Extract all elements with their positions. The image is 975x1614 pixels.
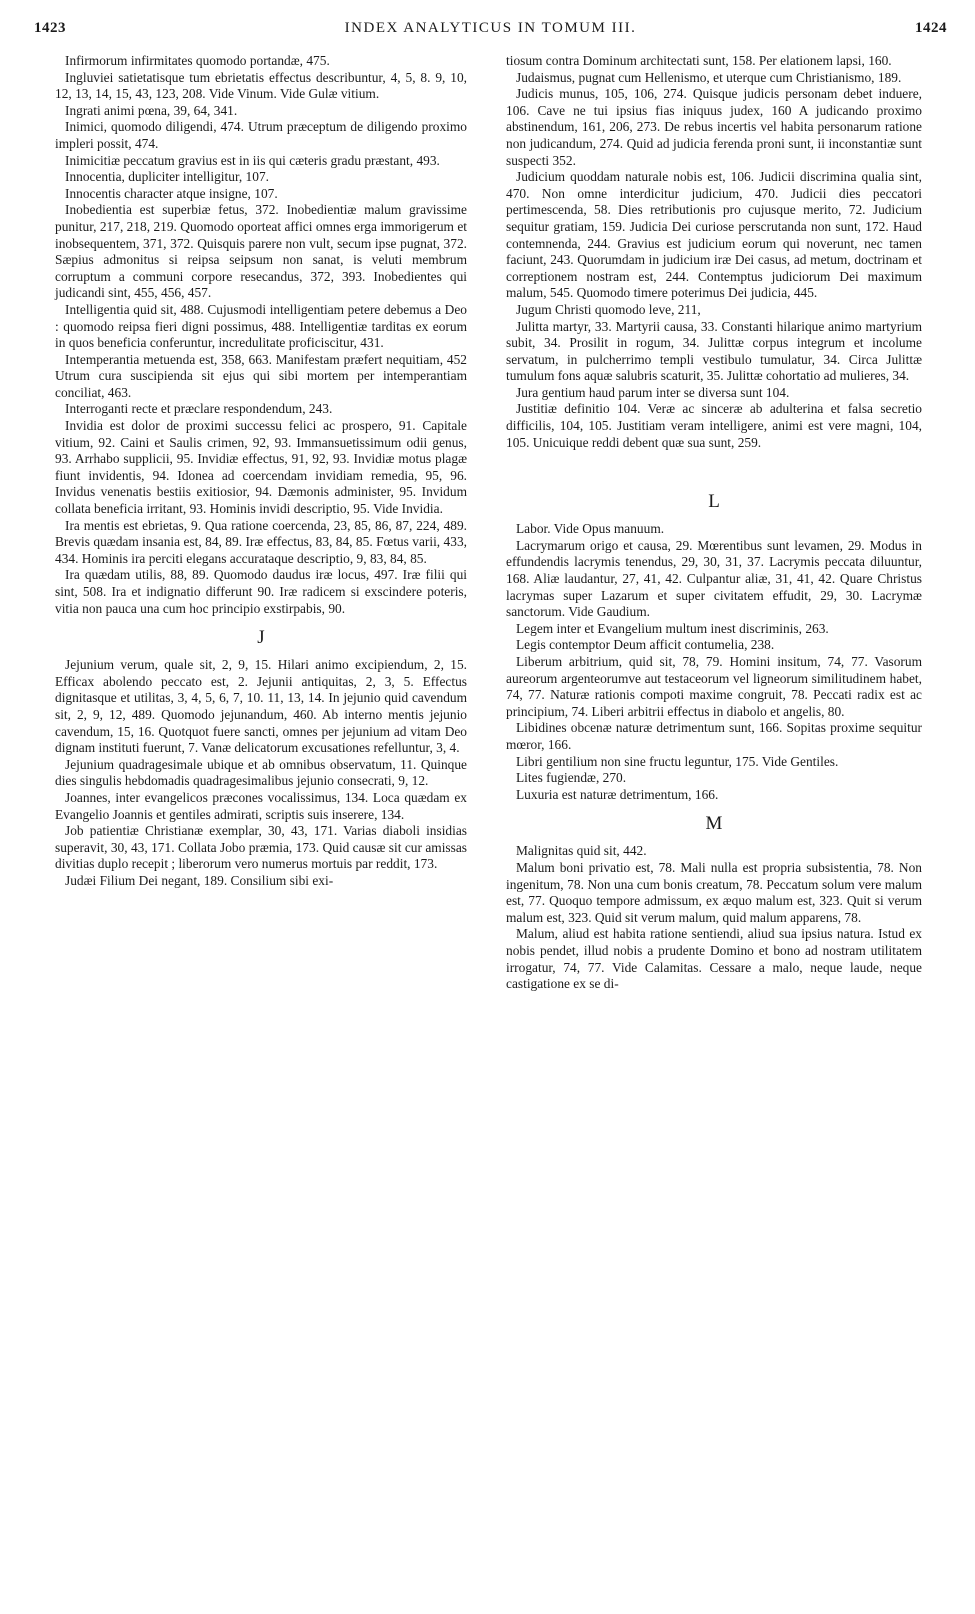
section-letter-j: J — [257, 627, 265, 649]
right-column — [506, 53, 922, 993]
index-entry: Joannes, inter evangelicos præcones vocalissimus, 134. Loca quædam ex Evangelio Joannis et gentiles admirati, scriptis suis inserere, 134. — [55, 789, 467, 822]
index-entry: Ira quædam utilis, 88, 89. Quomodo daudus iræ locus, 497. Iræ filii qui sint, 508. Ira et indignatio differunt 90. Iræ radicem si exscindere poteris, vitia non pauca una cum hoc principio exstirpabis, 90. — [55, 567, 467, 616]
index-entry: Libri gentilium non sine fructu leguntur, 175. Vide Gentiles. — [516, 753, 839, 769]
index-entry: Infirmorum infirmitates quomodo portandæ, 475. — [65, 53, 330, 68]
index-entry: Invidia est dolor de proximi successu felici ac prospero, 91. Capitale vitium, 92. Caini et Saulis crimen, 92, 93. Immansuetissimum odii genus, 93. Arrhabo supplicii, 95. Invidiæ effectus, 91, 92, 93. Invidiæ motus plagæ fiunt invidentis, 94. Idonea ad coercendam invidiam remedia, 95, 96. Invidus venenatis bestiis exitiosior, 94. Dæmonis administer, 95. Invidum collata beneficia irritant, 93. Hominis invidi descriptio, 95. Vide Invidia. — [55, 418, 467, 517]
index-entry: Legem inter et Evangelium multum inest discriminis, 263. — [516, 620, 829, 636]
left-column — [55, 53, 467, 890]
running-title: INDEX ANALYTICUS IN TOMUM III. — [344, 20, 637, 36]
index-entry: Inimicitiæ peccatum gravius est in iis qui cæteris gradu præstant, 493. — [65, 152, 440, 168]
page-header — [34, 20, 947, 46]
section-letter-m: M — [705, 813, 723, 835]
section-letter-l: L — [708, 491, 720, 513]
index-entry: Judicium quoddam naturale nobis est, 106. Judicii discrimina qualia sint, 470. Non omne interdicitur judicium, 470. Judicii dies peccatori pertimescenda, 58. Dies retributionis pro cujusque merito, 72. Judicium sequitur gratiam, 159. Judicia Dei curiose perscrutanda non sunt, 172. Haud contemnenda, 244. Gravius est judicium eorum qui noverunt, nec tamen faciunt, 243. Quorumdam in judicium iræ Dei casus, ad metum, doctrinam et correptionem nostram est, 244. Contemptus judiciorum Dei maximum malum, 545. Quomodo timere poterimus Dei judicia, 445. — [506, 169, 922, 301]
index-entry: Malum, aliud est habita ratione sentiendi, aliud sua ipsius natura. Istud ex nobis pendet, illud nobis a prudente Domino et bono ad nostram utilitatem irrogatur, 74, 77. Vide Calamitas. Cessare a malo, neque laude, neque castigatione ex se di- — [506, 926, 922, 992]
index-entry: Inimici, quomodo diligendi, 474. Utrum præceptum de diligendo proximo impleri possit, 474. — [55, 119, 467, 151]
index-entry: Ingluviei satietatisque tum ebrietatis effectus describuntur, 4, 5, 8. 9, 10, 12, 13, 14, 15, 43, 123, 208. Vide Vinum. Vide Gulæ vitium. — [55, 69, 467, 102]
index-entry: Lacrymarum origo et causa, 29. Mœrentibus sunt levamen, 29. Modus in effundendis lacrymis tenendus, 29, 30, 31, 37. Lacrymis peccata diluuntur, 168. Aliæ laudantur, 27, 41, 42. Culpantur aliæ, 31, 41, 42. Quare Christus lacrymas super Lazarum et super civitatem effudit, 29, 30. Lacrymæ sanctorum. Vide Gaudium. — [506, 537, 922, 620]
index-entry: Judæi Filium Dei negant, 189. Consilium sibi exi- — [65, 872, 334, 888]
index-entry: Ingrati animi pœna, 39, 64, 341. — [65, 102, 238, 118]
index-entry: Libidines obcenæ naturæ detrimentum sunt, 166. Sopitas proxime sequitur mœror, 166. — [506, 720, 922, 752]
index-entry: Innocentis character atque insigne, 107. — [65, 185, 278, 201]
index-entry: Judicis munus, 105, 106, 274. Quisque judicis personam debet induere, 106. Cave ne tui ipsius fias iniquus judex, 160 A judicando proximo abstinendum, 161, 206, 273. De rebus incertis vel habita personarum ratione non judicandum, 274. Quid ad judicia ferenda proni sunt, ii inconstantiæ sunt suspecti 352. — [506, 86, 922, 168]
index-entry: Lites fugiendæ, 270. — [516, 770, 627, 786]
index-entry: Justitiæ definitio 104. Veræ ac sinceræ ab adulterina et falsa secretio difficilis, 104, 105. Justitiam veram intelligere, animi est vere magni, 104, 105. Unicuique reddi debent quæ sua sunt, 259. — [506, 401, 922, 450]
index-entry: Ira mentis est ebrietas, 9. Qua ratione coercenda, 23, 85, 86, 87, 224, 489. Brevis quædam insania est, 84, 89. Iræ effectus, 83, 84, 85. Fœtus varii, 433, 434. Hominis ira perciti elegans accurataque descriptio, 9, 83, 84, 85. — [55, 517, 467, 566]
index-entry: Job patientiæ Christianæ exemplar, 30, 43, 171. Varias diaboli insidias superavit, 30, 43, 171. Collata Jobo præmia, 173. Quid causæ sit cur amissas divitias duplo recepit ; liberorum vero numerus mortuis par reddit, 173. — [55, 823, 467, 872]
index-entry: Inobedientia est superbiæ fetus, 372. Inobedientiæ malum gravissime punitur, 217, 218, 219. Quomodo oporteat affici omnes erga immorigerum et inobsequentem, 371, 372. Quisquis parere non vult, secum ipse pugnat, 372. Sæpius admonitus si reipsa seipsum non sanat, is veluti membrum corruptum a communi corpore resecandus, 372, 393. Inobedientes qui judicandi sint, 455, 456, 457. — [55, 202, 467, 301]
index-entry: Legis contemptor Deum afficit contumelia, 238. — [516, 637, 775, 653]
index-entry: Luxuria est naturæ detrimentum, 166. — [516, 786, 719, 802]
page-number-right: 1424 — [915, 20, 947, 36]
index-entry: Labor. Vide Opus manuum. — [516, 521, 665, 537]
section-gap — [506, 451, 922, 481]
index-entry: Jugum Christi quomodo leve, 211, — [516, 301, 701, 317]
index-entry: Interroganti recte et præclare respondendum, 243. — [65, 401, 333, 417]
index-entry: Julitta martyr, 33. Martyrii causa, 33. Constanti hilarique animo martyrium subit, 34. Prosilit in rogum, 34. Julittæ corpus integrum et incolume servatum, in pulcherrimo templi vestibulo tumulatur, 34. Circa Julittæ tumulum fons aquæ salubris scaturit, 35. Julittæ cohortatio ad mulieres, 34. — [506, 318, 922, 384]
index-entry: Malignitas quid sit, 442. — [516, 843, 647, 859]
index-entry: Jura gentium haud parum inter se diversa sunt 104. — [516, 384, 790, 400]
index-entry: Intemperantia metuenda est, 358, 663. Manifestam præfert nequitiam, 452 Utrum cura suscipienda sit ejus qui sibi mortem per intemperantiam conciliat, 463. — [55, 351, 467, 400]
page-number-left: 1423 — [34, 20, 66, 36]
index-entry-continued: tiosum contra Dominum architectati sunt, 158. Per elationem lapsi, 160. — [506, 53, 892, 68]
index-entry: Intelligentia quid sit, 488. Cujusmodi intelligentiam petere debemus a Deo : quomodo reipsa fieri digni possimus, 488. Intelligentiæ tarditas ex eorum in quos beneficia conferuntur, incredulitate proficiscitur, 431. — [55, 301, 467, 351]
index-entry: Jejunium quadragesimale ubique et ab omnibus observatum, 11. Quinque dies singulis hebdomadis quadragesimalibus jejunio consecrati, 9, 12. — [55, 756, 467, 789]
index-entry: Malum boni privatio est, 78. Mali nulla est propria subsistentia, 78. Non ingenitum, 78. Non una cum bonis creatum, 78. Peccatum solum vere malum est, 77. Quoquo tempore admissum, ex æquo malum est, 323. Quit si verum malum est, 323. Quid sit verum malum, quid malum apparens, 78. — [506, 859, 922, 925]
index-entry: Jejunium verum, quale sit, 2, 9, 15. Hilari animo excipiendum, 2, 15. Efficax abolendo peccato est, 2. Jejunii antiquitas, 2, 3, 5. Effectus dignitasque et utilitas, 3, 4, 5, 6, 7, 10. 11, 13, 14. In jejunio quid cavendum sit, 2, 9, 12, 489. Quomodo jejunandum, 460. Ab interno mentis jejunio cavendum, 15, 16. Quotquot fuere sancti, omnes per jejunium ad vitam Deo dignam instituti fuerunt, 7. Vanæ delicatorum excusationes refelluntur, 3, 4. — [55, 657, 467, 756]
index-entry: Innocentia, dupliciter intelligitur, 107. — [65, 169, 269, 185]
index-entry: Judaismus, pugnat cum Hellenismo, et uterque cum Christianismo, 189. — [516, 69, 902, 85]
index-entry: Liberum arbitrium, quid sit, 78, 79. Homini insitum, 74, 77. Vasorum aureorum argenteorumve aut testaceorum vel ligneorum similitudinem habet, 74, 77. Naturæ rationis compoti maxime congruit, 78. Peccati radix est ac principium, 74. Liberi arbitrii effectus in diabolo et angelis, 80. — [506, 654, 922, 719]
